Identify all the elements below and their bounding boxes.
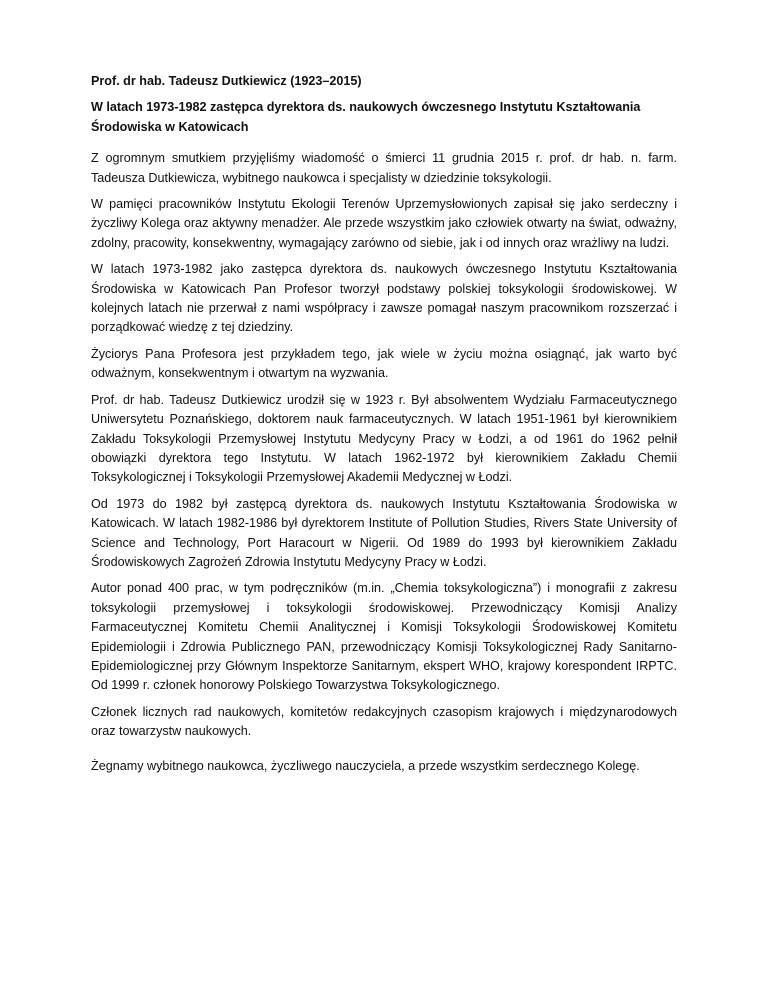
paragraph-6: Od 1973 do 1982 był zastępcą dyrektora ds. naukowych Instytutu Kształtowania Środowiska w Katowicach. W latach 1982-1986 był dyrektorem Institute of Pollution Studies, Rivers State University of Science and Technology, Port Haracourt w Nigerii. Od 1989 do 1993 był kierownikiem Zakładu Środowiskowych Zagrożeń Zdrowia Instytutu Medycyny Pracy w Łodzi. [91, 496, 677, 569]
paragraph-1: Z ogromnym smutkiem przyjęliśmy wiadomość o śmierci 11 grudnia 2015 r. prof. dr hab. n. farm. Tadeusza Dutkiewicza, wybitnego naukowca i specjalisty w dziedzinie toksykologii. [91, 151, 677, 185]
document-title: Prof. dr hab. Tadeusz Dutkiewicz (1923–2015) [91, 74, 362, 88]
document-page [91, 72, 677, 783]
closing-paragraph: Żegnamy wybitnego naukowca, życzliwego nauczyciela, a przede wszystkim serdecznego Kolegę. [91, 758, 640, 773]
paragraph-7: Autor ponad 400 prac, w tym podręczników (m.in. „Chemia toksykologiczna”) i monografii z zakresu toksykologii przemysłowej i toksykologii środowiskowej. Przewodniczący Komisji Analizy Farmaceutycznej Komitetu Chemii Analitycznej i Komisji Toksykologii Środowiskowej Komitetu Epidemiologii i Zdrowia Publicznego PAN, przewodniczący Komisji Toksykologicznej Rady Sanitarno-Epidemiologicznej przy Głównym Inspektorze Sanitarnym, ekspert WHO, krajowy korespondent IRPTC. Od 1999 r. członek honorowy Polskiego Towarzystwa Toksykologicznego. [91, 581, 677, 693]
document-subtitle: W latach 1973-1982 zastępca dyrektora ds. naukowych ówczesnego Instytutu Kształtowania Środowiska w Katowicach [91, 100, 641, 134]
paragraph-8: Członek licznych rad naukowych, komitetów redakcyjnych czasopism krajowych i międzynarodowych oraz towarzystw naukowych. [91, 704, 677, 739]
paragraph-3: W latach 1973-1982 jako zastępca dyrektora ds. naukowych ówczesnego Instytutu Kształtowania Środowiska w Katowicach Pan Profesor tworzył podstawy polskiej toksykologii środowiskowej. W kolejnych latach nie przerwał z nami współpracy i zawsze pomagał naszym pracownikom rozszerzać i porządkować wiedzę z tej dziedziny. [91, 262, 677, 335]
paragraph-5: Prof. dr hab. Tadeusz Dutkiewicz urodził się w 1923 r. Był absolwentem Wydziału Farmaceutycznego Uniwersytetu Poznańskiego, doktorem nauk farmaceutycznych. W latach 1951-1961 był kierownikiem Zakładu Toksykologii Przemysłowej Instytutu Medycyny Pracy w Łodzi, a od 1961 do 1962 pełnił obowiązki dyrektora tego Instytutu. W latach 1962-1972 był kierownikiem Zakładu Chemii Toksykologicznej i Toksykologii Przemysłowej Akademii Medycznej w Łodzi. [91, 392, 677, 485]
paragraph-2: W pamięci pracowników Instytutu Ekologii Terenów Uprzemysłowionych zapisał się jako serdeczny i życzliwy Kolega oraz aktywny menadżer. Ale przede wszystkim jako człowiek otwarty na świat, odważny, zdolny, pracowity, konsekwentny, wymagający zarówno od siebie, jak i od innych oraz wrażliwy na ludzi. [91, 197, 677, 250]
paragraph-4: Życiorys Pana Profesora jest przykładem tego, jak wiele w życiu można osiągnąć, jak warto być odważnym, konsekwentnym i otwartym na wyzwania. [91, 346, 677, 381]
